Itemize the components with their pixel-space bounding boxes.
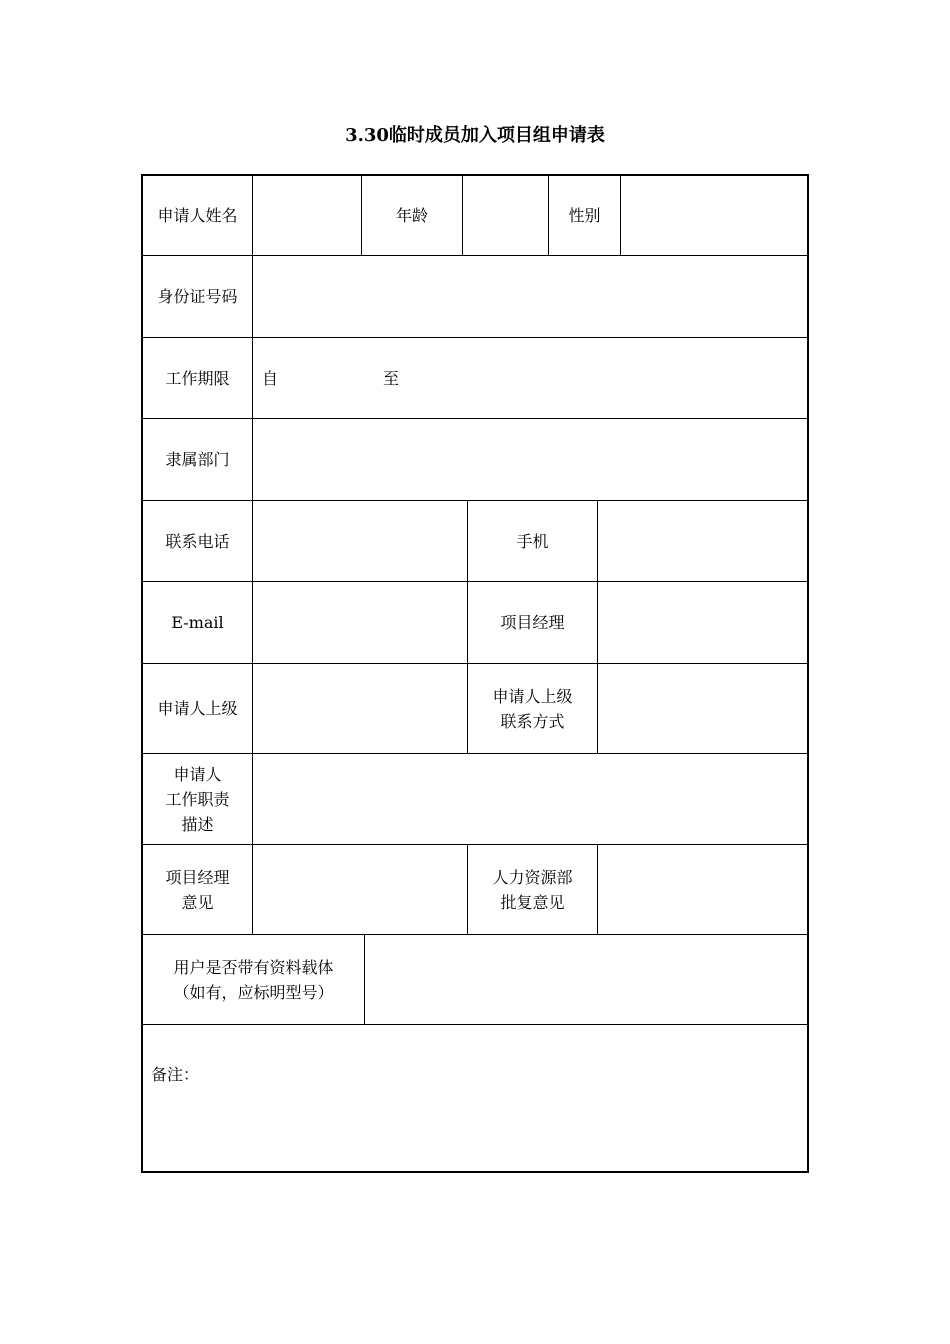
superior-contact-field[interactable]: [598, 664, 807, 753]
phone-label: 联系电话: [165, 531, 230, 551]
data-carrier-field[interactable]: [365, 935, 807, 1024]
remarks-label: 备注：: [151, 1064, 200, 1084]
mobile-field[interactable]: [598, 501, 807, 581]
hr-approval-label-line2: 批复意见: [500, 892, 565, 912]
data-carrier-label-line2: （如有，应标明型号）: [173, 982, 334, 1002]
job-duty-label-line3: 描述: [181, 814, 214, 834]
pm-opinion-label-line1: 项目经理: [165, 867, 230, 887]
remarks-field[interactable]: [143, 1090, 807, 1170]
email-label: E-mail: [171, 613, 224, 632]
superior-label: 申请人上级: [157, 699, 238, 718]
superior-contact-label-line1: 申请人上级: [492, 686, 573, 706]
job-duty-field[interactable]: [253, 754, 807, 844]
job-duty-label: [143, 754, 252, 844]
gender-field[interactable]: [621, 176, 807, 255]
pm-opinion-label-line2: 意见: [181, 892, 214, 912]
id-number-field[interactable]: [253, 256, 807, 337]
project-manager-label: 项目经理: [500, 613, 565, 632]
gender-label: 性别: [568, 206, 601, 225]
id-number-label: 身份证号码: [157, 287, 238, 306]
work-term-to: 至: [383, 368, 400, 388]
work-term-from: 自: [262, 368, 279, 388]
job-duty-label-line1: 申请人: [173, 764, 222, 784]
mobile-label: 手机: [516, 531, 549, 551]
data-carrier-label: [143, 935, 364, 1024]
superior-contact-label-line2: 联系方式: [500, 711, 565, 731]
data-carrier-label-line1: 用户是否带有资料载体: [173, 957, 334, 977]
department-field[interactable]: [253, 419, 807, 500]
email-field[interactable]: [253, 582, 467, 663]
age-label: 年龄: [395, 206, 428, 225]
superior-field[interactable]: [253, 664, 467, 753]
work-term-label: 工作期限: [165, 368, 230, 388]
project-manager-field[interactable]: [598, 582, 807, 663]
row-divider: [141, 1024, 809, 1025]
superior-contact-label: [468, 664, 597, 753]
pm-opinion-field[interactable]: [253, 845, 467, 934]
form-title: 3.30临时成员加入项目组申请表: [345, 125, 605, 146]
job-duty-label-line2: 工作职责: [165, 789, 230, 809]
department-label: 隶属部门: [165, 450, 230, 469]
pm-opinion-label: [143, 845, 252, 934]
hr-approval-label: [468, 845, 597, 934]
hr-approval-field[interactable]: [598, 845, 807, 934]
hr-approval-label-line1: 人力资源部: [492, 867, 573, 887]
applicant-name-field[interactable]: [253, 176, 361, 255]
age-field[interactable]: [463, 176, 548, 255]
applicant-name-label: 申请人姓名: [157, 206, 238, 225]
phone-field[interactable]: [253, 501, 467, 581]
